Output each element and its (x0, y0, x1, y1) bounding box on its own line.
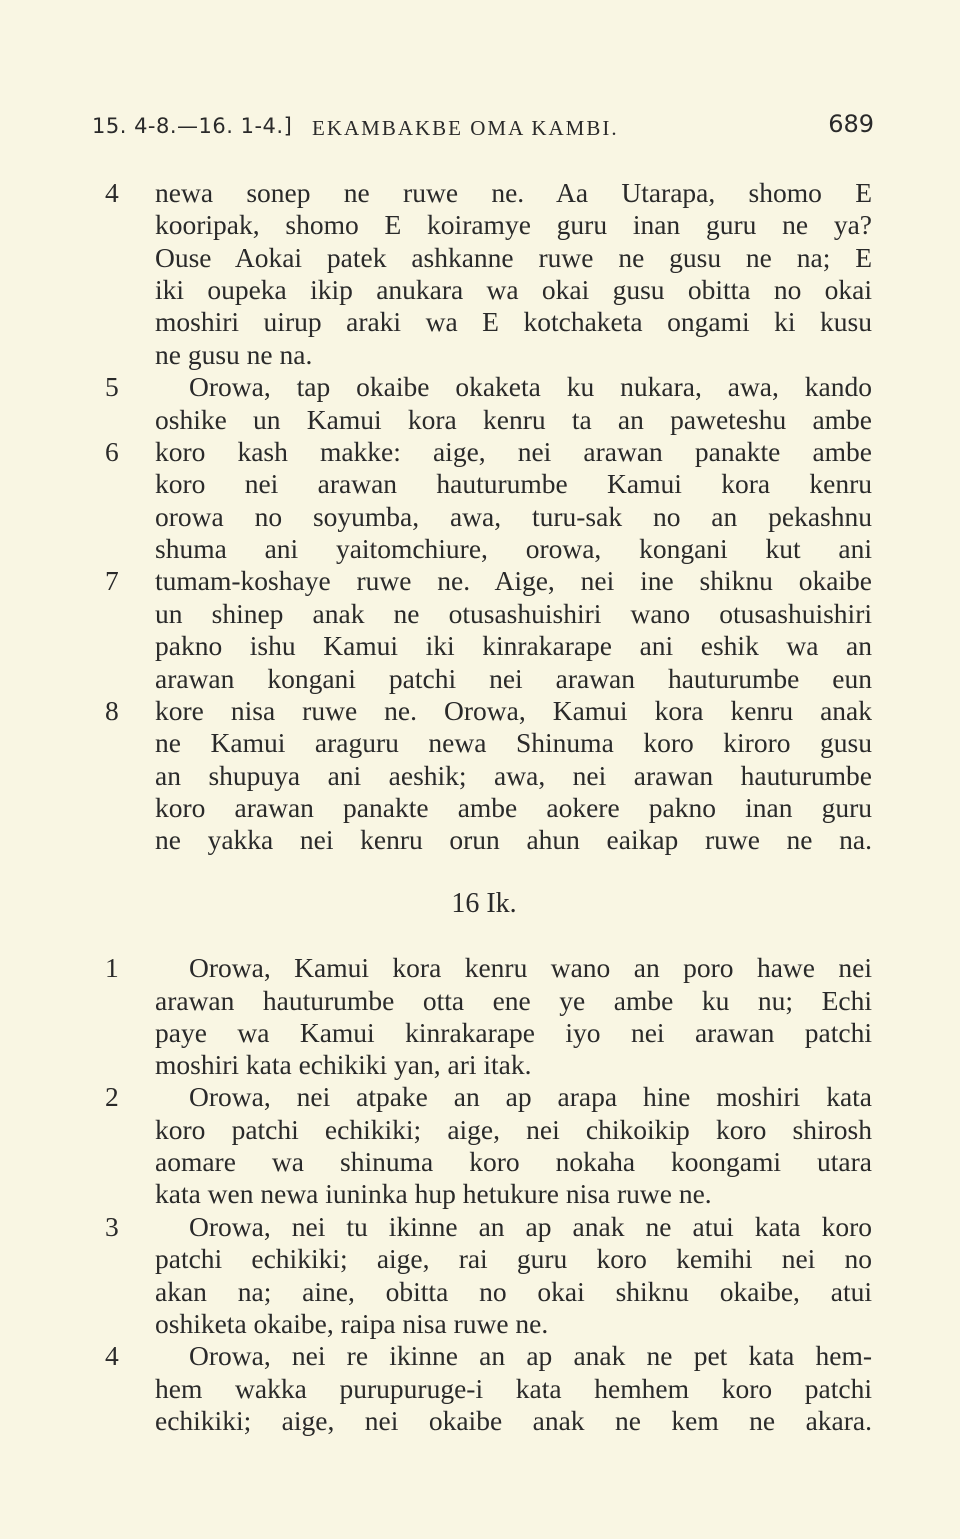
chapter-heading: 16 Ik. (451, 888, 517, 919)
text-line: Ouse Aokai patek ashkanne ruwe ne gusu ne na; E (155, 242, 872, 273)
verse-number: 6 (105, 436, 119, 467)
verse-number: 7 (105, 565, 119, 596)
text-line: hem wakka purupuruge-i kata hemhem koro patchi (155, 1373, 872, 1404)
text-line: ne Kamui araguru newa Shinuma koro kiroro gusu (155, 727, 872, 758)
text-line: koro nei arawan hauturumbe Kamui kora kenru (155, 468, 872, 499)
text-line: moshiri kata echikiki yan, ari itak. (155, 1049, 532, 1080)
text-line: aomare wa shinuma koro nokaha koongami utara (155, 1146, 872, 1177)
running-title: EKAMBAKBE OMA KAMBI. (312, 116, 619, 140)
verse-number: 1 (105, 952, 119, 983)
text-line: tumam-koshaye ruwe ne. Aige, nei ine shiknu okaibe (155, 565, 872, 596)
text-line: kooripak, shomo E koiramye guru inan guru ne ya? (155, 209, 872, 240)
text-line: arawan kongani patchi nei arawan hauturumbe eun (155, 663, 872, 694)
text-line: moshiri uirup araki wa E kotchaketa ongami ki kusu (155, 306, 872, 337)
text-line: kata wen newa iuninka hup hetukure nisa ruwe ne. (155, 1178, 712, 1209)
text-line: Orowa, nei atpake an ap arapa hine moshiri kata (189, 1081, 872, 1112)
text-line: echikiki; aige, nei okaibe anak ne kem ne akara. (155, 1405, 872, 1436)
verse-number: 4 (105, 1340, 119, 1371)
text-line: an shupuya ani aeshik; awa, nei arawan hauturumbe (155, 760, 872, 791)
text-line: shuma ani yaitomchiure, orowa, kongani kut ani (155, 533, 872, 564)
chapter-verse-reference: 15. 4-8.—16. 1-4.] (92, 114, 293, 138)
text-line: un shinep anak ne otusashuishiri wano otusashuishiri (155, 598, 872, 629)
text-line: akan na; aine, obitta no okai shiknu okaibe, atui (155, 1276, 872, 1307)
text-line: oshike un Kamui kora kenru ta an paweteshu ambe (155, 404, 872, 435)
text-line: Orowa, tap okaibe okaketa ku nukara, awa, kando (189, 371, 872, 402)
text-line: koro patchi echikiki; aige, nei chikoikip koro shirosh (155, 1114, 872, 1145)
text-line: orowa no soyumba, awa, turu-sak no an pekashnu (155, 501, 872, 532)
verse-number: 8 (105, 695, 119, 726)
page-number: 689 (828, 110, 874, 138)
verse-number: 3 (105, 1211, 119, 1242)
text-line: ne gusu ne na. (155, 339, 313, 370)
text-line: newa sonep ne ruwe ne. Aa Utarapa, shomo E (155, 177, 872, 208)
verse-number: 4 (105, 177, 119, 208)
text-line: paye wa Kamui kinrakarape iyo nei arawan patchi (155, 1017, 872, 1048)
text-line: oshiketa okaibe, raipa nisa ruwe ne. (155, 1308, 549, 1339)
verse-number: 2 (105, 1081, 119, 1112)
text-line: koro arawan panakte ambe aokere pakno inan guru (155, 792, 872, 823)
text-line: iki oupeka ikip anukara wa okai gusu obitta no okai (155, 274, 872, 305)
text-line: Orowa, nei re ikinne an ap anak ne pet kata hem- (189, 1340, 872, 1371)
text-line: patchi echikiki; aige, rai guru koro kemihi nei no (155, 1243, 872, 1274)
text-line: koro kash makke: aige, nei arawan panakte ambe (155, 436, 872, 467)
text-line: pakno ishu Kamui iki kinrakarape ani eshik wa an (155, 630, 872, 661)
text-line: kore nisa ruwe ne. Orowa, Kamui kora kenru anak (155, 695, 872, 726)
verse-number: 5 (105, 371, 119, 402)
text-line: Orowa, Kamui kora kenru wano an poro hawe nei (189, 952, 872, 983)
text-line: ne yakka nei kenru orun ahun eaikap ruwe ne na. (155, 824, 872, 855)
text-line: arawan hauturumbe otta ene ye ambe ku nu; Echi (155, 985, 872, 1016)
text-line: Orowa, nei tu ikinne an ap anak ne atui kata koro (189, 1211, 872, 1242)
